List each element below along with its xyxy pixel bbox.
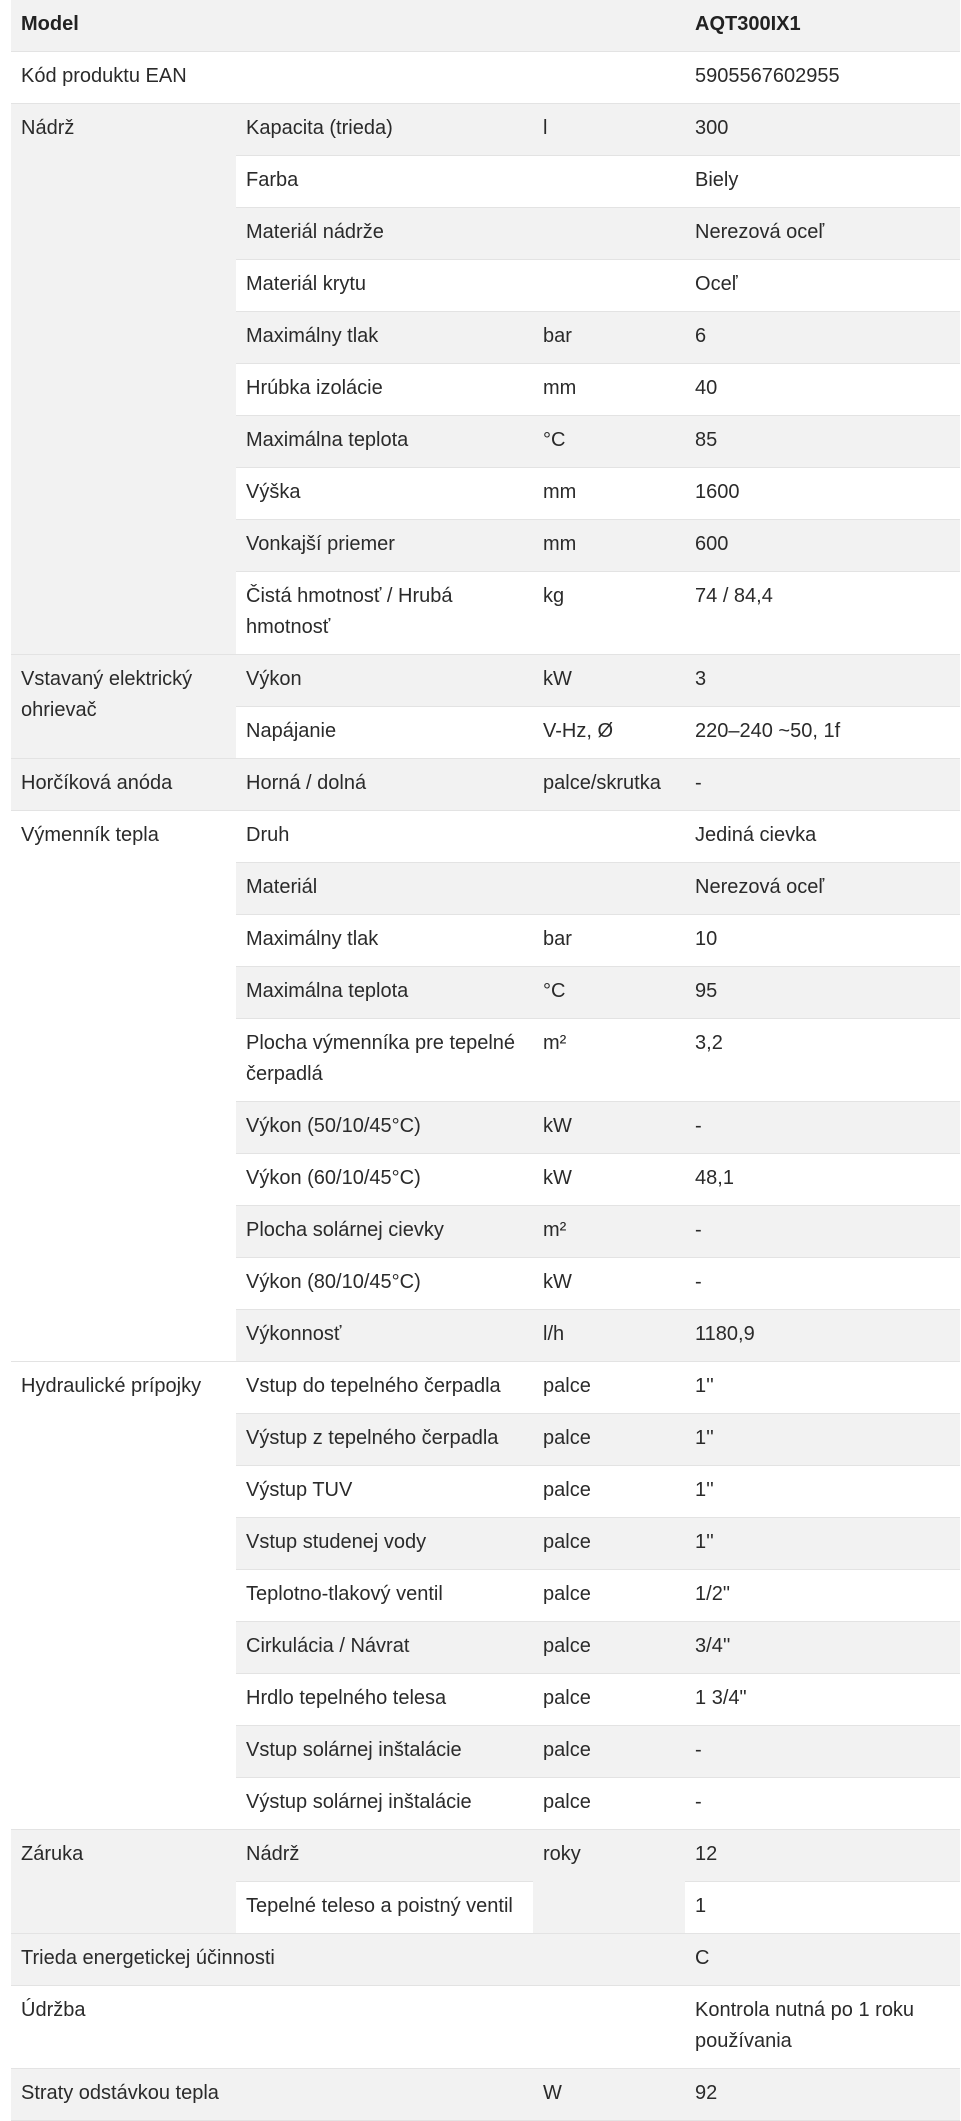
unit-label: bar [533,915,685,967]
param-label: Výstup TUV [236,1466,533,1518]
unit-label: kg [533,572,685,655]
param-value: - [685,1258,960,1310]
unit-label [533,811,685,863]
param-value: 6 [685,312,960,364]
param-value: Nerezová oceľ [685,208,960,260]
param-label: Druh [236,811,533,863]
unit-label [533,156,685,208]
group-label-heat-exchanger: Výmenník tepla [11,811,236,1362]
unit-label: palce [533,1622,685,1674]
param-label: Vstup solárnej inštalácie [236,1726,533,1778]
param-value: - [685,1726,960,1778]
param-label: Výkon (80/10/45°C) [236,1258,533,1310]
group-label-heater: Vstavaný elektrický ohrievač [11,655,236,759]
param-value: 1'' [685,1518,960,1570]
group-label-anode: Horčíková anóda [11,759,236,811]
unit-label: palce [533,1414,685,1466]
param-label: Vstup studenej vody [236,1518,533,1570]
unit-label [533,863,685,915]
param-value: 220–240 ~50, 1f [685,707,960,759]
param-label: Maximálna teplota [236,416,533,468]
unit-label: mm [533,468,685,520]
table-row [11,1986,960,2069]
param-label: Výkon (50/10/45°C) [236,1102,533,1154]
table-row [11,1362,960,1414]
unit-label: palce [533,1726,685,1778]
param-value: 1 [685,1882,960,1934]
specification-table [11,0,960,2121]
param-label: Maximálny tlak [236,312,533,364]
unit-label: bar [533,312,685,364]
param-label: Napájanie [236,707,533,759]
unit-label: mm [533,520,685,572]
param-value: Biely [685,156,960,208]
param-label: Maximálny tlak [236,915,533,967]
unit-label: palce [533,1570,685,1622]
param-value: 1'' [685,1466,960,1518]
param-label: Horná / dolná [236,759,533,811]
table-row [11,655,960,707]
unit-label: palce [533,1362,685,1414]
group-label-hydraulic-connections: Hydraulické prípojky [11,1362,236,1830]
param-value: 1180,9 [685,1310,960,1362]
table-row [11,759,960,811]
param-label: Maximálna teplota [236,967,533,1019]
param-value: - [685,1206,960,1258]
unit-label: palce [533,1778,685,1830]
unit-label: palce [533,1466,685,1518]
param-value: Oceľ [685,260,960,312]
standby-loss-label: Straty odstávkou tepla [11,2069,533,2121]
param-value: - [685,1778,960,1830]
param-label: Materiál nádrže [236,208,533,260]
param-label: Farba [236,156,533,208]
table-row [11,811,960,863]
table-row [11,104,960,156]
param-value: 1'' [685,1362,960,1414]
param-label: Výška [236,468,533,520]
param-value: 3/4'' [685,1622,960,1674]
param-label: Cirkulácia / Návrat [236,1622,533,1674]
param-value: 600 [685,520,960,572]
unit-label [533,260,685,312]
param-label: Výstup z tepelného čerpadla [236,1414,533,1466]
param-label: Nádrž [236,1830,533,1882]
unit-label: m² [533,1206,685,1258]
param-label: Hrdlo tepelného telesa [236,1674,533,1726]
param-value: 10 [685,915,960,967]
model-header-label: Model [11,0,685,52]
unit-label: roky [533,1830,685,1934]
param-value: 1 3/4" [685,1674,960,1726]
param-value: - [685,759,960,811]
energy-class-value: C [685,1934,960,1986]
unit-label: °C [533,967,685,1019]
standby-loss-value: 92 [685,2069,960,2121]
param-label: Výkonnosť [236,1310,533,1362]
param-value: 95 [685,967,960,1019]
param-label: Výkon [236,655,533,707]
unit-label: kW [533,655,685,707]
table-header-row [11,0,960,52]
unit-label [533,208,685,260]
unit-label: palce/skrutka [533,759,685,811]
unit-label: °C [533,416,685,468]
group-label-warranty: Záruka [11,1830,236,1934]
standby-loss-unit: W [533,2069,685,2121]
param-value: 300 [685,104,960,156]
param-label: Plocha solárnej cievky [236,1206,533,1258]
table-row [11,1934,960,1986]
param-label: Vonkajší priemer [236,520,533,572]
param-value: 1600 [685,468,960,520]
unit-label: palce [533,1518,685,1570]
table-row [11,1830,960,1882]
param-label: Výkon (60/10/45°C) [236,1154,533,1206]
param-label: Kapacita (trieda) [236,104,533,156]
param-label: Teplotno-tlakový ventil [236,1570,533,1622]
param-value: Jediná cievka [685,811,960,863]
table-row [11,52,960,104]
param-value: Nerezová oceľ [685,863,960,915]
param-label: Tepelné teleso a poistný ventil [236,1882,533,1934]
unit-label: kW [533,1258,685,1310]
unit-label: V-Hz, Ø [533,707,685,759]
param-label: Hrúbka izolácie [236,364,533,416]
param-value: 74 / 84,4 [685,572,960,655]
param-label: Vstup do tepelného čerpadla [236,1362,533,1414]
maintenance-value: Kontrola nutná po 1 roku používania [685,1986,960,2069]
unit-label: kW [533,1102,685,1154]
param-value: 48,1 [685,1154,960,1206]
param-label: Čistá hmotnosť / Hrubá hmotnosť [236,572,533,655]
ean-label: Kód produktu EAN [11,52,685,104]
param-value: 3,2 [685,1019,960,1102]
unit-label: palce [533,1674,685,1726]
param-value: 85 [685,416,960,468]
group-label-tank: Nádrž [11,104,236,655]
model-header-value: AQT300IX1 [685,0,960,52]
param-label: Plocha výmenníka pre tepelné čerpadlá [236,1019,533,1102]
energy-class-label: Trieda energetickej účinnosti [11,1934,685,1986]
unit-label: mm [533,364,685,416]
param-label: Výstup solárnej inštalácie [236,1778,533,1830]
unit-label: l/h [533,1310,685,1362]
param-value: 1/2" [685,1570,960,1622]
param-label: Materiál [236,863,533,915]
param-value: 1'' [685,1414,960,1466]
maintenance-label: Údržba [11,1986,685,2069]
param-label: Materiál krytu [236,260,533,312]
param-value: 40 [685,364,960,416]
param-value: 3 [685,655,960,707]
unit-label: l [533,104,685,156]
table-row [11,2069,960,2121]
unit-label: kW [533,1154,685,1206]
param-value: - [685,1102,960,1154]
unit-label: m² [533,1019,685,1102]
param-value: 12 [685,1830,960,1882]
ean-value: 5905567602955 [685,52,960,104]
